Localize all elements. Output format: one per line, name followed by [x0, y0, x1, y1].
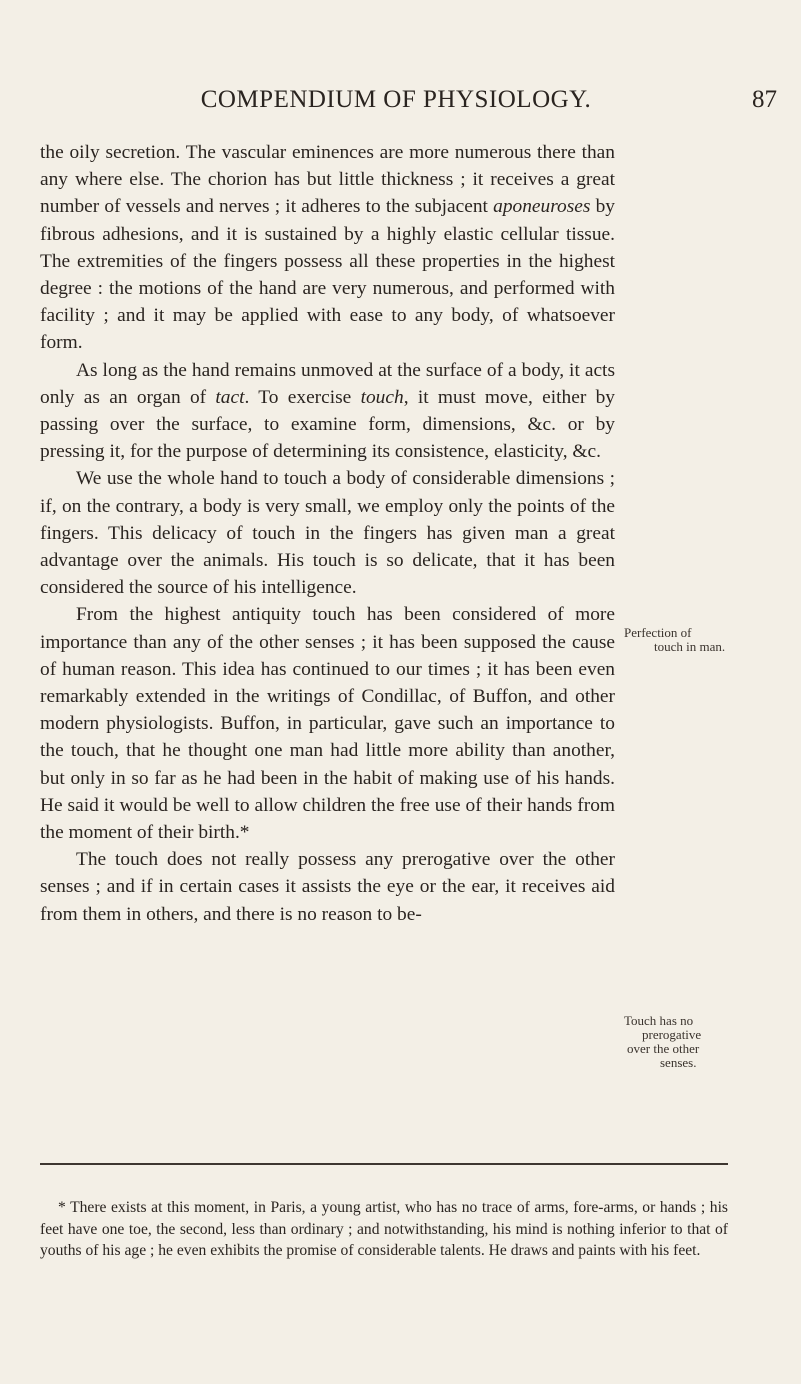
italic-term: touch [360, 386, 404, 408]
running-head: COMPENDIUM OF PHYSIOLOGY. [200, 86, 592, 113]
page-number: 87 [752, 86, 777, 113]
footnote-text: * There exists at this moment, in Paris, a young artist, who has no trace of arms, fore-arms, or hands ; his feet have one toe, the second, less than ordinary ; and notwithstanding, his mind is nothing inferior to that of youths of his age ; he even exhibits the promise of considerable talents. He draws and paints with his feet. [40, 1199, 728, 1259]
footnote-rule [40, 1163, 728, 1165]
paragraph [40, 357, 615, 466]
paragraph [40, 465, 615, 601]
text-segment: by fibrous adhesions, and it is sustained by a highly elastic cellular tissue. The extremities of the fingers possess all these properties in the highest degree : the motions of the hand are very numerous, and performed with facility ; and it may be applied with ease to any body, of whatsoever form. [40, 196, 615, 354]
margin-note-line: over the other [627, 1041, 700, 1056]
footnote [40, 1197, 728, 1262]
text-segment: , it must move, either by passing over the surface, to examine form, dimensions, &c. or by pressing it, for the purpose of determining its consistence, elasticity, &c. [40, 386, 615, 463]
italic-term: aponeuroses [493, 196, 591, 218]
text-segment: The touch does not really possess any prerogative over the other senses ; and if in certain cases it assists the eye or the ear, it receives aid from them in others, and there is no reason to be- [40, 849, 615, 925]
paragraph [40, 601, 615, 846]
body-text [40, 139, 615, 928]
paragraph [40, 846, 615, 928]
margin-note-line: prerogative [642, 1027, 702, 1042]
margin-note-line: senses. [660, 1055, 697, 1070]
text-segment: From the highest antiquity touch has been considered of more importance than any of the other senses ; it has been supposed the cause of human reason. This idea has continued to our times ; it has been even remarkably extended in the writings of Condillac, of Buffon, and other modern physiologists. Buffon, in particular, gave such an importance to the touch, that he thought one man had little more ability than another, but only in so far as he had been in the habit of making use of his hands. He said it would be well to allow children the free use of their hands from the moment of their birth.* [40, 604, 615, 844]
margin-note-touch-no-prerogative [621, 1014, 796, 1070]
margin-note-line: Perfection of [624, 625, 692, 640]
paragraph [40, 139, 615, 357]
text-segment: We use the whole hand to touch a body of considerable dimensions ; if, on the contrary, a body is very small, we employ only the points of the fingers. This delicacy of touch in the fingers has given man a great advantage over the animals. His touch is so delicate, that it has been considered the source of his intelligence. [40, 468, 615, 599]
text-segment: As long as the hand remains unmoved at the surface of a body, it acts only as an organ of [40, 359, 615, 408]
text-segment: . To exercise [244, 386, 361, 408]
margin-note-line: touch in man. [654, 639, 726, 654]
margin-note-line: Touch has no [624, 1013, 694, 1028]
page-header [0, 86, 801, 126]
margin-note-perfection-of-touch [621, 626, 796, 654]
text-segment: the oily secretion. The vascular eminences are more numerous there than any where else. The chorion has but little thickness ; it receives a great number of vessels and nerves ; it adheres to the subjacent [40, 142, 615, 218]
italic-term: tact [215, 386, 245, 408]
